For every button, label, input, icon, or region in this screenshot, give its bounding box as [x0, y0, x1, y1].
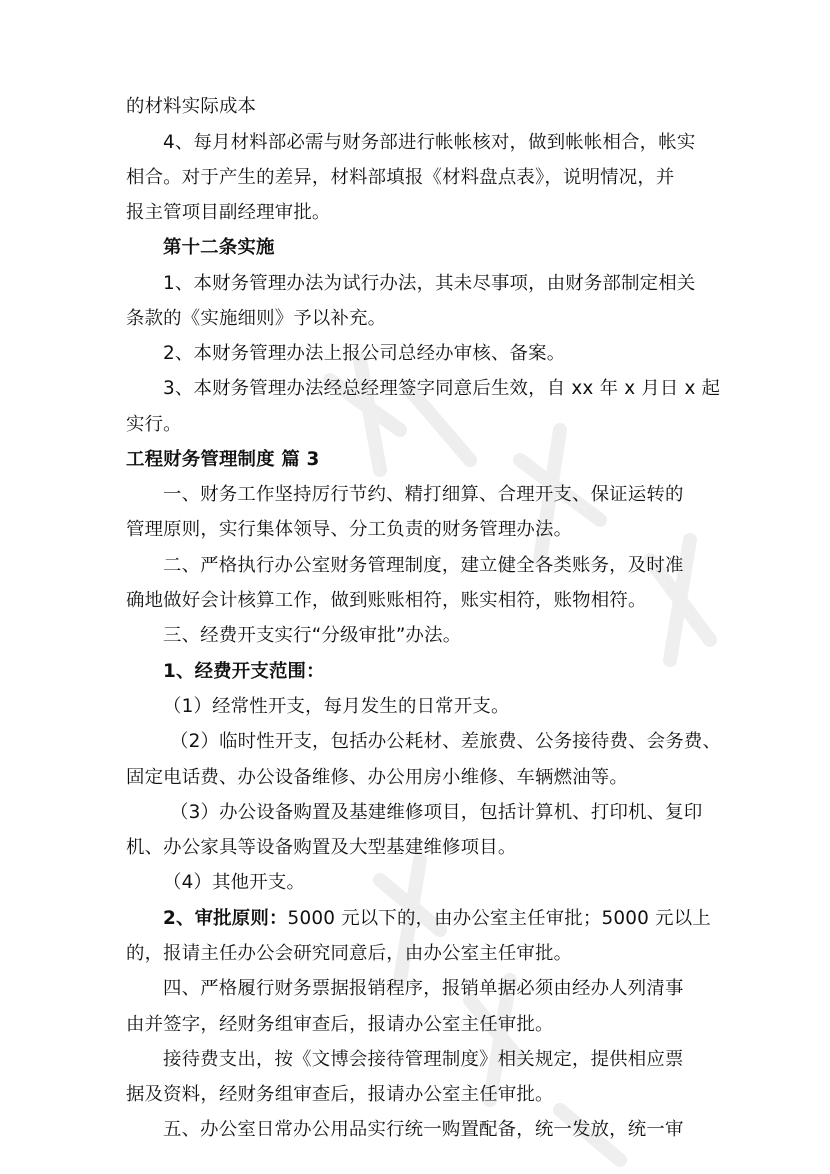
- text-segment: （3）办公设备购置及基建维修项目，包括计算机、打印机、复印: [170, 802, 703, 823]
- text-line: [163, 1047, 830, 1073]
- text-line: [163, 376, 830, 402]
- text-line: [126, 94, 830, 120]
- text-line: [163, 553, 830, 579]
- text-line: [126, 588, 830, 614]
- text-line: [163, 341, 830, 367]
- text-line: [163, 623, 830, 649]
- text-line: [126, 1012, 830, 1038]
- text-line: [126, 447, 830, 473]
- text-segment: （4）其他开支。: [163, 872, 306, 893]
- text-segment: （1）经常性开支，每月发生的日常开支。: [163, 696, 510, 717]
- text-segment: 五、办公室日常办公用品实行统一购置配备，统一发放，统一审: [163, 1119, 684, 1140]
- text-segment: 3、本财务管理办法经总经理签字同意后生效，自 xx 年 x 月日 x 起: [163, 378, 721, 399]
- text-line: [126, 306, 830, 332]
- text-line: [163, 694, 830, 720]
- text-segment: 的，报请主任办公会研究同意后，由办公室主任审批。: [126, 943, 573, 964]
- text-line: [126, 941, 830, 967]
- text-line: [163, 659, 830, 685]
- text-line: [126, 165, 830, 191]
- text-segment: 机、办公家具等设备购置及大型基建维修项目。: [126, 837, 517, 858]
- text-line: [163, 130, 830, 156]
- text-segment: 固定电话费、办公设备维修、办公用房小维修、车辆燃油等。: [126, 767, 628, 788]
- text-segment: 的材料实际成本: [126, 96, 257, 117]
- text-line: [163, 235, 830, 261]
- text-segment: 实行。: [126, 414, 182, 435]
- text-line: [163, 271, 830, 297]
- text-line: [126, 200, 830, 226]
- text-line: [126, 1082, 830, 1108]
- text-line: [170, 729, 830, 755]
- text-segment: 接待费支出，按《文博会接待管理制度》相关规定，提供相应票: [163, 1049, 684, 1070]
- text-line: [163, 976, 830, 1002]
- bold-text-segment: 工程财务管理制度 篇 3: [126, 449, 320, 470]
- text-segment: 相合。对于产生的差异，材料部填报《材料盘点表》，说明情况，并: [126, 167, 675, 188]
- text-segment: 确地做好会计核算工作，做到账账相符，账实相符，账物相符。: [126, 590, 647, 611]
- text-segment: 三、经费开支实行“分级审批”办法。: [163, 625, 462, 646]
- text-segment: 二、严格执行办公室财务管理制度，建立健全各类账务，及时准: [163, 555, 684, 576]
- text-segment: 由并签字，经财务组审查后，报请办公室主任审批。: [126, 1014, 554, 1035]
- text-segment: 4、每月材料部必需与财务部进行帐帐核对，做到帐帐相合，帐实: [163, 132, 696, 153]
- text-segment: （2）临时性开支，包括办公耗材、差旅费、公务接待费、会务费、: [170, 731, 722, 752]
- text-segment: 1、本财务管理办法为试行办法，其未尽事项，由财务部制定相关: [163, 273, 696, 294]
- text-line: [163, 906, 830, 932]
- text-line: [163, 1117, 830, 1143]
- bold-text-segment: 第十二条实施: [163, 237, 275, 258]
- text-segment: 据及资料，经财务组审查后，报请办公室主任审批。: [126, 1084, 554, 1105]
- text-line: [126, 412, 830, 438]
- text-segment: 管理原则，实行集体领导、分工负责的财务管理办法。: [126, 519, 573, 540]
- text-segment: 条款的《实施细则》予以补充。: [126, 308, 387, 329]
- text-line: [163, 482, 830, 508]
- bold-text-segment: 2、审批原则：: [163, 908, 288, 929]
- text-line: [163, 870, 830, 896]
- text-line: [126, 835, 830, 861]
- text-segment: 2、本财务管理办法上报公司总经办审核、备案。: [163, 343, 566, 364]
- text-line: [170, 800, 830, 826]
- text-segment: 四、严格履行财务票据报销程序，报销单据必须由经办人列清事: [163, 978, 684, 999]
- text-segment: 5000 元以下的，由办公室主任审批；5000 元以上: [287, 908, 711, 929]
- text-line: [126, 517, 830, 543]
- text-line: [126, 765, 830, 791]
- bold-text-segment: 1、经费开支范围：: [163, 661, 325, 682]
- text-segment: 一、财务工作坚持厉行节约、精打细算、合理开支、保证运转的: [163, 484, 684, 505]
- text-segment: 报主管项目副经理审批。: [126, 202, 331, 223]
